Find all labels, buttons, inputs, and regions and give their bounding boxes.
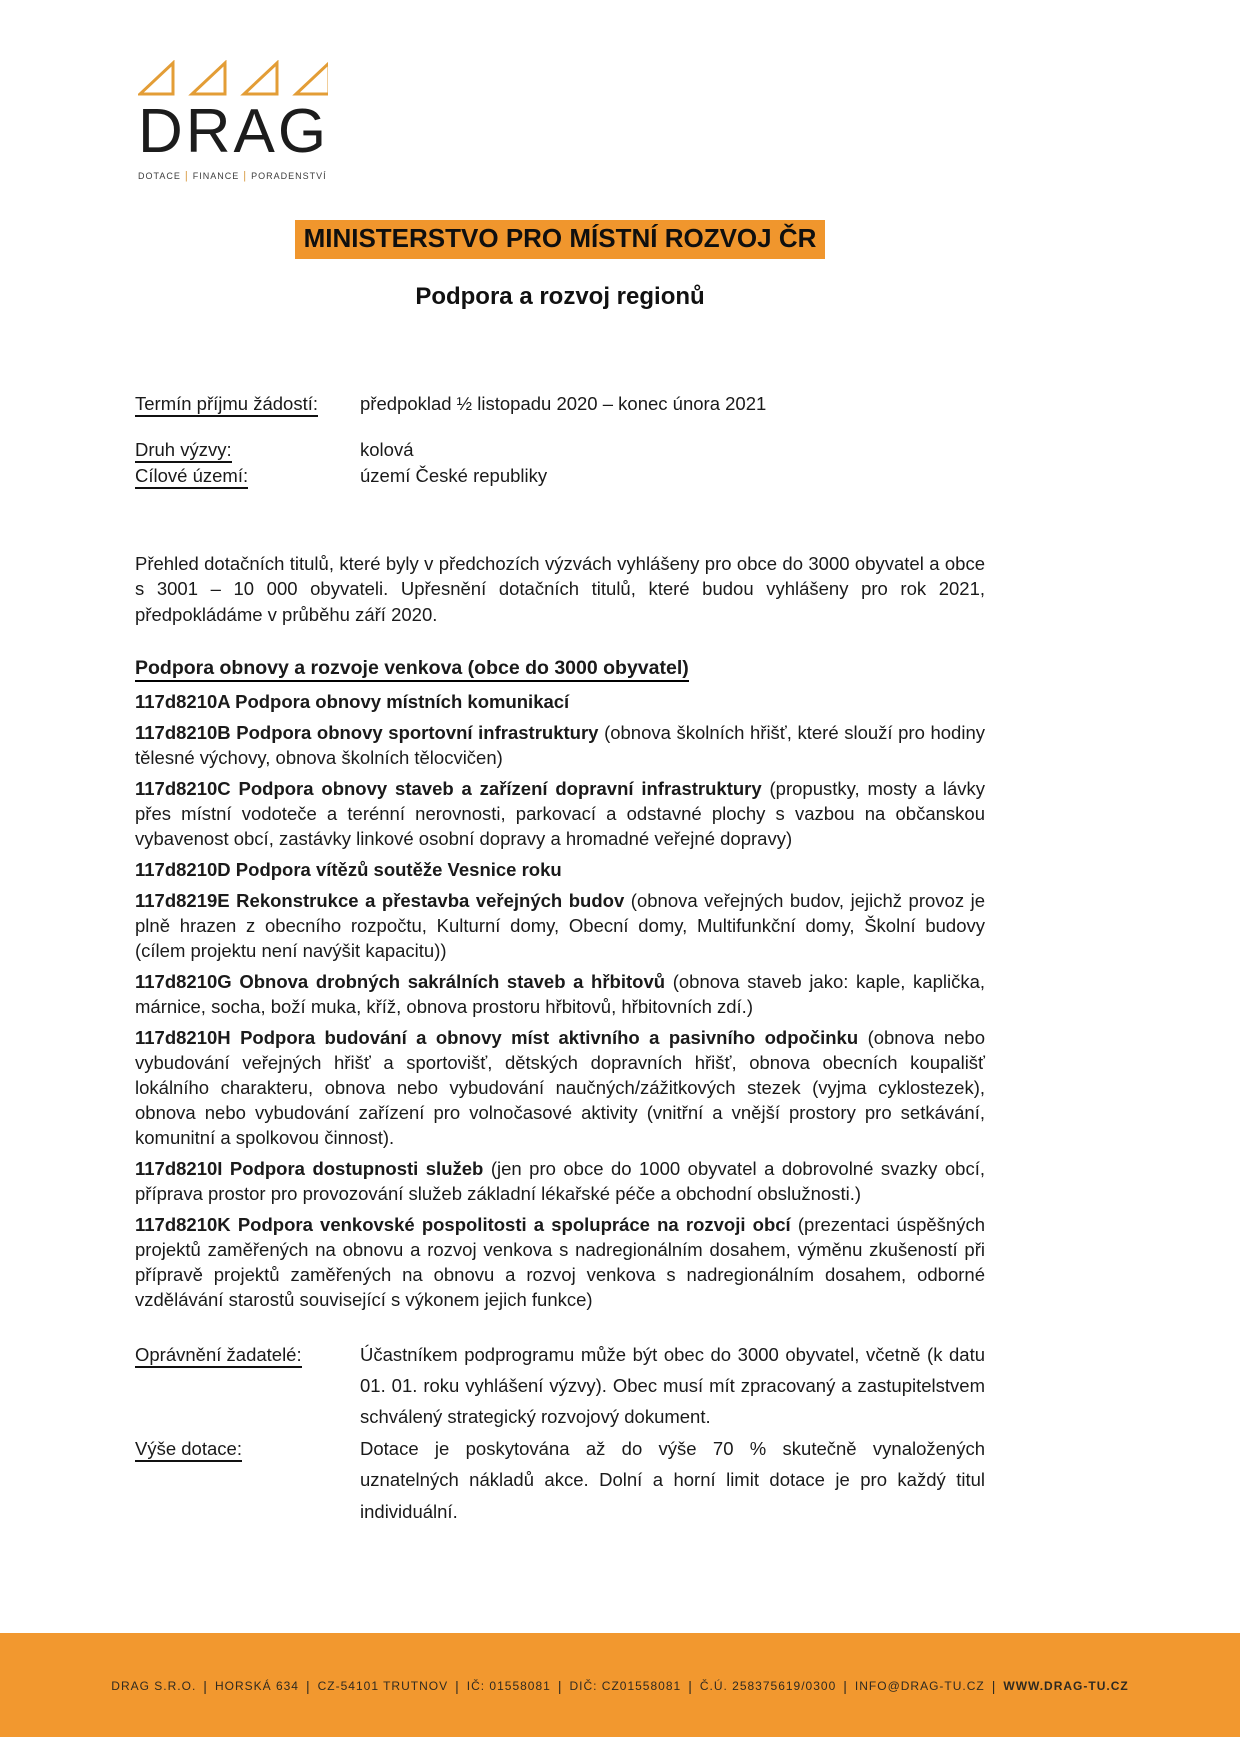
detail-value: Účastníkem podprogramu může být obec do 3000 obyvatel, včetně (k datu 01. 01. roku vyhlášení výzvy). Obec musí mít zpracovaný a zastupitelstvem schválený strategický rozvojový dokument. xyxy=(360,1343,985,1428)
meta-field-row xyxy=(135,437,985,463)
grant-item xyxy=(135,1026,985,1151)
footer-item: HORSKÁ 634 xyxy=(214,1679,299,1693)
meta-field-row xyxy=(135,391,985,417)
grant-item-title: 117d8210C Podpora obnovy staveb a zařízení dopravní infrastruktury xyxy=(135,778,762,800)
tagline-part: FINANCE xyxy=(192,171,240,181)
tagline-separator: | xyxy=(184,170,189,182)
grant-item xyxy=(135,1157,985,1207)
meta-label: Termín příjmu žádostí: xyxy=(135,391,360,417)
detail-label: Výše dotace: xyxy=(135,1433,360,1527)
grant-item-title: 117d8210H Podpora budování a obnovy míst aktivního a pasivního odpočinku xyxy=(135,1026,859,1048)
grant-item-description: (jen pro obce do 1000 obyvatel a dobrovolné svazky obcí, příprava prostor pro provozování služeb základní lékařské péče a obchodní obslužnosti.) xyxy=(135,1157,985,1204)
grant-item xyxy=(135,690,985,715)
meta-fields xyxy=(135,391,985,489)
footer-separator: | xyxy=(305,1678,311,1694)
footer-item: INFO@DRAG-TU.CZ xyxy=(854,1679,985,1693)
drag-logo xyxy=(138,60,329,182)
detail-field-row xyxy=(135,1433,985,1527)
footer-item: CZ-54101 TRUTNOV xyxy=(317,1679,449,1693)
meta-value: kolová xyxy=(360,438,414,460)
grant-item-title: 117d8210A Podpora obnovy místních komunikací xyxy=(135,691,570,713)
triangles-logo-icon xyxy=(138,60,328,97)
footer-item: DRAG S.R.O. xyxy=(111,1679,197,1693)
grant-item xyxy=(135,721,985,771)
grant-item-description: (prezentaci úspěšných projektů zaměřených na obnovu a rozvoj venkova s nadregionálním dosahem, výměnu zkušeností při přípravě projektů zaměřených na obnovu a rozvoj venkova s nadregionálním dosahem, odborné vzdělávání starostů související s výkonem jejich funkce) xyxy=(135,1213,986,1310)
grant-item xyxy=(135,970,985,1020)
grant-item-description: (obnova nebo vybudování veřejných hřišť a sportovišť, dětských dopravních hřišť, obnova obecních koupališť lokálního charakteru, obnova nebo vybudování naučných/zážitkových stezek (vyjma cyklostezek), obnova nebo vybudování zařízení pro volnočasové aktivity (vnitřní a vnější prostory pro setkávání, komunitní a spolkovou činnost). xyxy=(135,1026,985,1148)
grant-item-title: 117d8210D Podpora vítězů soutěže Vesnice roku xyxy=(135,859,562,881)
grant-item-title: 117d8210K Podpora venkovské pospolitosti a spolupráce na rozvoji obcí xyxy=(135,1213,791,1235)
grant-item-title: 117d8210I Podpora dostupnosti služeb xyxy=(135,1157,484,1179)
footer-bar xyxy=(0,1633,1240,1737)
footer-separator: | xyxy=(991,1678,997,1694)
tagline-part: DOTACE xyxy=(138,171,181,181)
intro-paragraph: Přehled dotačních titulů, které byly v předchozích výzvách vyhlášeny pro obce do 3000 obyvatel a obce s 3001 – 10 000 obyvateli. Upřesnění dotačních titulů, které budou vyhlášeny pro rok 2021, předpokládáme v průběhu září 2020. xyxy=(135,552,985,625)
tagline-separator: | xyxy=(243,170,248,182)
footer-item-website: WWW.DRAG-TU.CZ xyxy=(1003,1679,1129,1693)
grant-item xyxy=(135,1213,985,1313)
footer-item: Č.Ú. 258375619/0300 xyxy=(699,1679,837,1693)
footer-separator: | xyxy=(203,1678,208,1694)
meta-value: předpoklad ½ listopadu 2020 – konec února 2021 xyxy=(360,393,767,414)
document-body xyxy=(135,220,985,1527)
detail-field-row xyxy=(135,1339,985,1433)
grant-item-description: (propustky, mosty a lávky přes místní vodoteče a terénní nerovnosti, parkovací a odstavné plochy s vazbou na občanskou vybavenost obcí, zastávky linkové osobní dopravy a hromadné veřejné dopravy) xyxy=(135,778,985,850)
meta-label: Druh výzvy: xyxy=(135,437,360,463)
grant-item-title: 117d8210B Podpora obnovy sportovní infrastruktury xyxy=(135,722,599,744)
section-heading: Podpora obnovy a rozvoje venkova (obce do 3000 obyvatel) xyxy=(135,657,985,680)
grant-item-description: (obnova staveb jako: kaple, kaplička, márnice, socha, boží muka, kříž, obnova prostoru hřbitovů, hřbitovních zdí.) xyxy=(135,970,986,1017)
grant-item xyxy=(135,858,985,883)
ministry-title-line xyxy=(135,220,985,259)
grant-item xyxy=(135,889,985,964)
footer-item: DIČ: CZ01558081 xyxy=(569,1679,682,1693)
detail-label: Oprávnění žadatelé: xyxy=(135,1339,360,1433)
footer-separator: | xyxy=(688,1678,693,1694)
meta-label: Cílové území: xyxy=(135,463,360,489)
footer-contact-line xyxy=(111,1677,1128,1693)
meta-field-row xyxy=(135,463,985,489)
footer-separator: | xyxy=(843,1678,848,1694)
grant-items-list xyxy=(135,690,985,1312)
brand-text: DRAG xyxy=(138,97,330,166)
grant-item-title: 117d8219E Rekonstrukce a přestavba veřejných budov xyxy=(135,890,625,911)
program-title: Podpora a rozvoj regionů xyxy=(415,283,705,310)
detail-value: Dotace je poskytována až do výše 70 % skutečně vynaložených uznatelných nákladů akce. Dolní a horní limit dotace je pro každý titul individuální. xyxy=(360,1437,985,1522)
grant-item-description: (obnova školních hřišť, které slouží pro hodiny tělesné výchovy, obnova školních tělocvičen) xyxy=(135,722,985,769)
grant-item-title: 117d8210G Obnova drobných sakrálních staveb a hřbitovů xyxy=(135,970,666,992)
footer-separator: | xyxy=(557,1678,563,1694)
grant-item-description: (obnova veřejných budov, jejichž provoz je plně hrazen z obecního rozpočtu, Kulturní domy, Obecní domy, Multifunkční domy, Školní budovy (cílem projektu není navýšit kapacitu)) xyxy=(135,890,986,961)
meta-value: území České republiky xyxy=(360,464,548,486)
footer-item: IČ: 01558081 xyxy=(466,1679,551,1693)
grant-item xyxy=(135,777,985,852)
brand-tagline xyxy=(138,170,329,182)
ministry-title-highlight: MINISTERSTVO PRO MÍSTNÍ ROZVOJ ČR xyxy=(295,220,826,259)
footer-separator: | xyxy=(455,1678,460,1694)
tagline-part: PORADENSTVÍ xyxy=(251,171,327,181)
detail-fields xyxy=(135,1339,985,1528)
